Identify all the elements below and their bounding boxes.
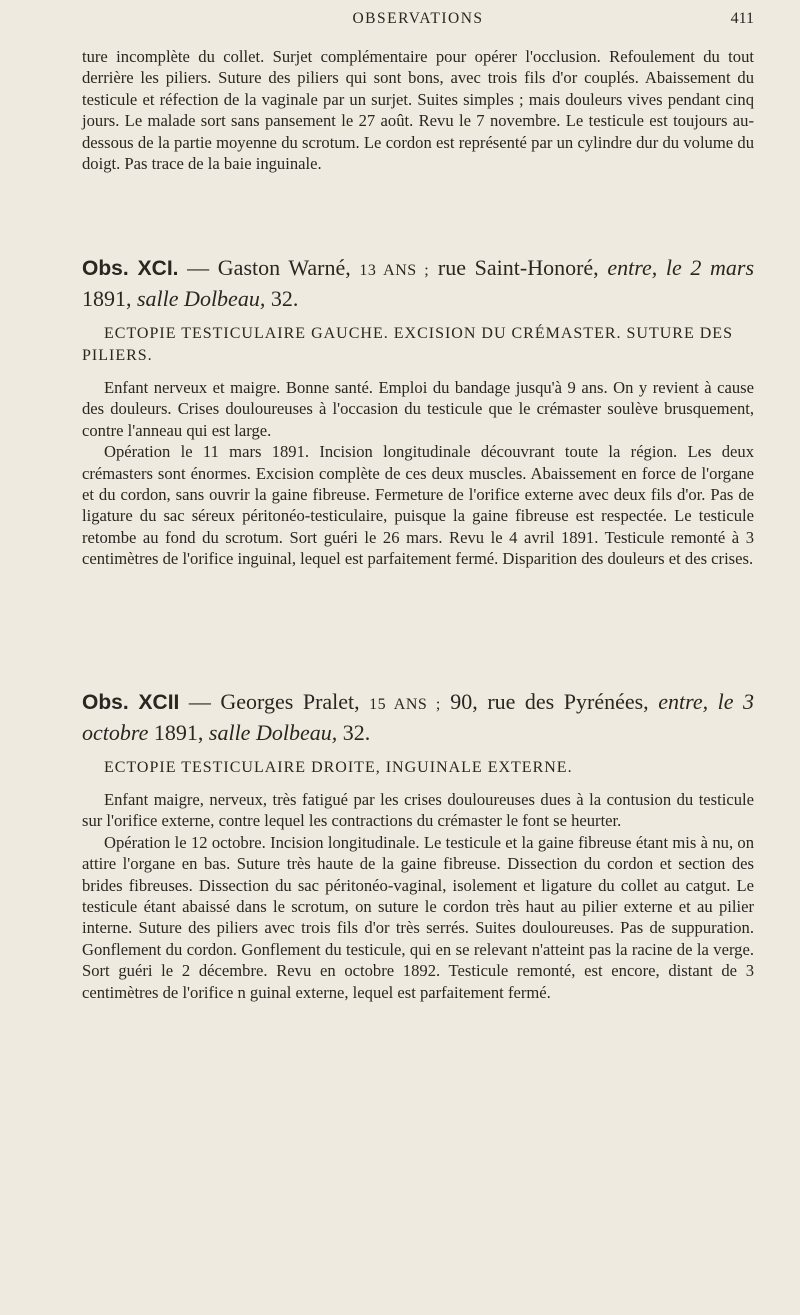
patient-address: 90, rue des Pyrénées, <box>450 689 649 714</box>
patient-age: 13 ANS ; <box>359 262 430 279</box>
ward-name: salle Dolbeau, <box>137 286 266 311</box>
patient-name: — Georges Pralet, <box>188 689 360 714</box>
observation-caption: ECTOPIE TESTICULAIRE GAUCHE. EXCISION DU CRÉMASTER. SUTURE DES PILIERS. <box>82 325 733 364</box>
patient-age: 15 ANS ; <box>369 696 441 713</box>
page-number: 411 <box>730 10 754 27</box>
bed-number: 32. <box>270 286 299 311</box>
observation-paragraph: Opération le 11 mars 1891. Incision longitudinale découvrant toute la région. Les deux crémasters sont énormes. Excision complète de ces deux muscles. Abaissement en force de l'organe et du cordon, sans ouvrir la gaine fibreuse. Fermeture de l'orifice externe avec deux fils d'or. Pas de ligature du sac séreux péritonéo-testiculaire, puisque la gaine fibreuse est respectée. Le testicule retombe au fond du scrotum. Sort guéri le 26 mars. Revu le 4 avril 1891. Testicule remonté à 3 centimètres de l'orifice inguinal, lequel est parfaitement fermé. Disparition des douleurs et des crises. <box>82 442 754 569</box>
observation-paragraph: Opération le 12 octobre. Incision longitudinale. Le testicule et la gaine fibreuse étant mis à nu, on attire l'organe en bas. Suture très haute de la gaine fibreuse. Dissection du cordon et section des brides fibreuses. Dissection du sac péritonéo-vaginal, isolement et ligature du collet au catgut. Le testicule étant abaissé dans le scrotum, on suture le cordon très haut au pilier externe et au pilier interne. Suture des piliers avec trois fils d'or très serrés. Suites douloureuses. Pas de suppuration. Gonflement du cordon. Gonflement du testicule, qui en se relevant n'atteint pas la racine de la verge. Sort guéri le 2 décembre. Revu en octobre 1892. Testicule remonté, est encore, distant de 3 centimètres de l'orifice n guinal externe, lequel est parfaitement fermé. <box>82 832 754 1002</box>
running-title: OBSERVATIONS <box>352 10 484 27</box>
entry-year: 1891, <box>153 720 204 745</box>
observation-header <box>82 254 754 313</box>
observation-header <box>82 688 754 747</box>
observation-paragraph: Enfant nerveux et maigre. Bonne santé. Emploi du bandage jusqu'à 9 ans. On y revient à cause des douleurs. Crises douloureuses à l'occasion du testicule que le crémaster soulève brusquement, contre l'anneau qui est large. <box>82 378 754 440</box>
observation-xci <box>82 254 754 570</box>
entry-date: entre, le 3 octobre <box>82 689 754 745</box>
entry-date: entre, le 2 mars <box>607 255 755 280</box>
entry-year: 1891, <box>82 286 132 311</box>
bed-number: 32. <box>342 720 371 745</box>
observation-number: Obs. XCI. <box>82 257 179 280</box>
ward-name: salle Dolbeau, <box>208 720 338 745</box>
patient-address: rue Saint-Honoré, <box>437 255 599 280</box>
observation-number: Obs. XCII <box>82 691 180 714</box>
observation-paragraph: Enfant maigre, nerveux, très fatigué par les crises douloureuses dues à la contusion du testicule sur l'orifice externe, contre lequel les contractions du crémaster le font se heurter. <box>82 790 754 831</box>
observation-xcii <box>82 688 754 1003</box>
running-head <box>82 10 754 34</box>
intro-paragraph: ture incomplète du collet. Surjet complémentaire pour opérer l'occlusion. Refoulement du tout derrière les piliers. Suture des piliers qui sont bons, avec trois fils d'or couplés. Abaissement du testicule et réfection de la vaginale par un surjet. Suites simples ; mais douleurs vives pendant cinq jours. Le malade sort sans pansement le 27 août. Revu le 7 novembre. Le testicule est toujours au-dessous de la partie moyenne du scrotum. Le cordon est représenté par un cylindre dur du volume du doigt. Pas trace de la baie inguinale. <box>82 47 754 174</box>
observation-caption: ECTOPIE TESTICULAIRE DROITE, INGUINALE EXTERNE. <box>104 759 573 776</box>
patient-name: — Gaston Warné, <box>187 255 351 280</box>
